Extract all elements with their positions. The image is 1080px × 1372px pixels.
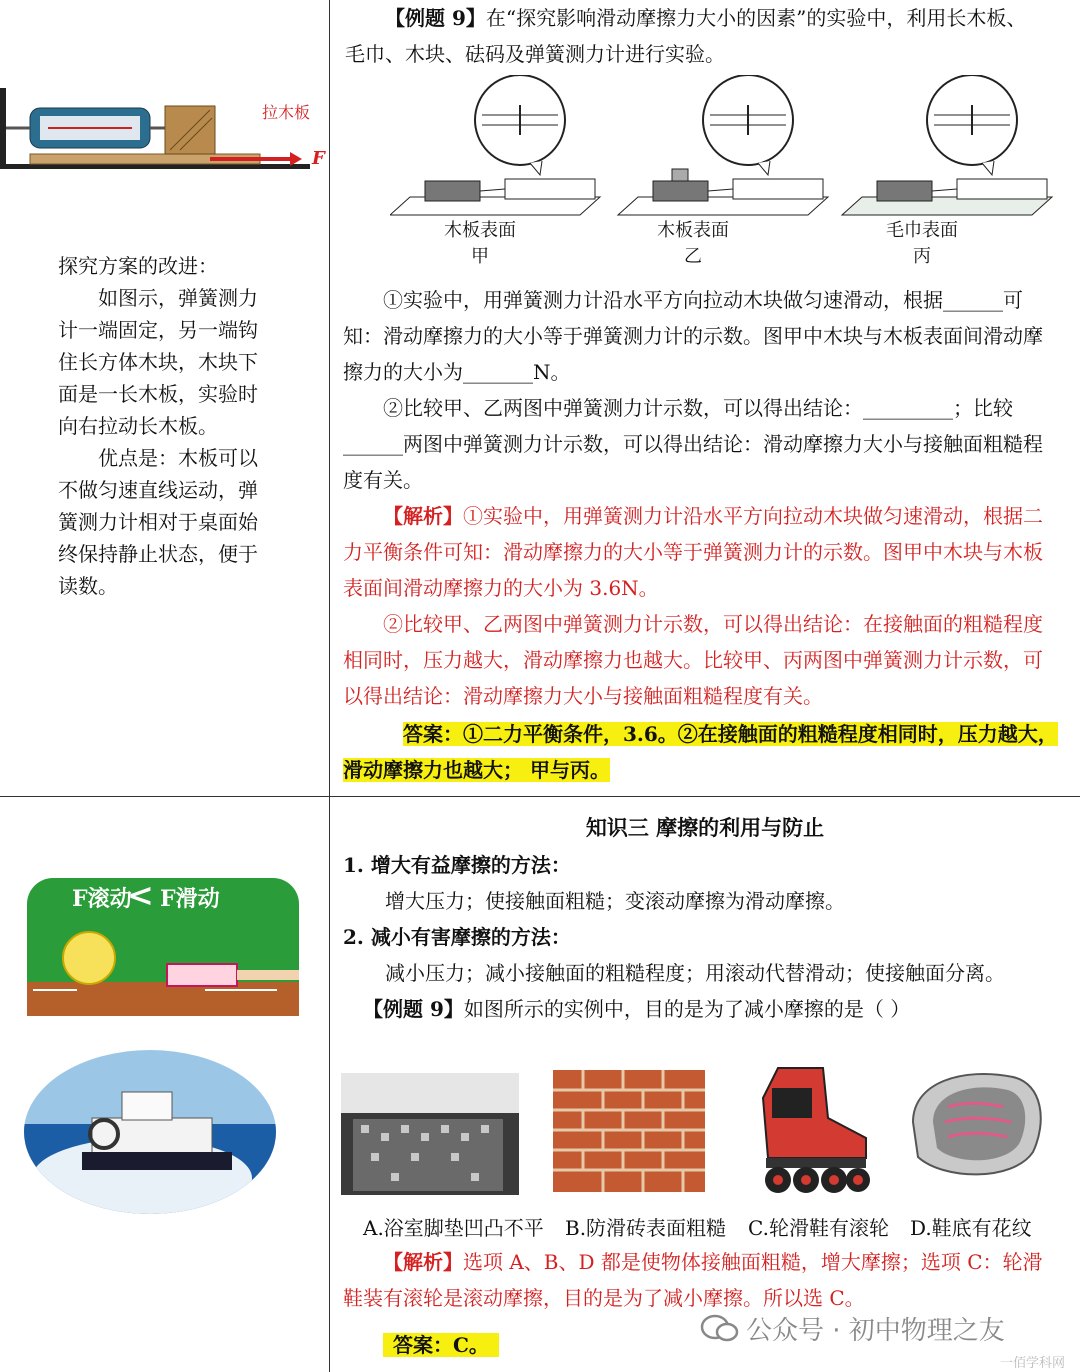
watermark-text: 公众号 · 初中物理之友: [746, 1316, 1005, 1346]
example1-intro: [345, 0, 1075, 72]
option-d-label: D.鞋底有花纹: [910, 1216, 1032, 1240]
option-a-bath-mat-photo: [341, 1073, 519, 1195]
figure-surface: 毛巾表面: [886, 220, 958, 241]
figure-yi: [618, 75, 828, 215]
answer-line: 滑动摩擦力也越大； 甲与丙。: [343, 758, 610, 782]
analysis-tag: 【解析】: [383, 504, 463, 528]
option-b-label: B.防滑砖表面粗糙: [565, 1216, 727, 1240]
example2-answer: [383, 1327, 499, 1363]
example-tag: 【例题 9】: [363, 997, 464, 1021]
improvement-line: 向右拉动长木板。: [58, 414, 218, 438]
figure-surface: 木板表面: [657, 220, 729, 241]
improvement-note: [58, 250, 318, 602]
analysis-line: 表面间滑动摩擦力的大小为 3.6N。: [343, 576, 659, 600]
analysis-line: 相同时，压力越大，滑动摩擦力也越大。比较甲、丙两图中弹簧测力计示数，可: [343, 648, 1043, 672]
option-c-label: C.轮滑鞋有滚轮: [748, 1216, 889, 1240]
example-intro-line: 在“探究影响滑动摩擦力大小的因素”的实验中，利用长木板、: [485, 6, 1027, 30]
improvement-line: 如图示，弹簧测力: [98, 286, 258, 310]
analysis-line: 力平衡条件可知：滑动摩擦力的大小等于弹簧测力计的示数。图甲中木块与木板: [343, 540, 1043, 564]
analysis-line: ①实验中，用弹簧测力计沿水平方向拉动木块做匀速滑动，根据二: [463, 504, 1043, 528]
reduce-friction-heading: 2. 减小有害摩擦的方法：: [343, 925, 571, 949]
improvement-line: 面是一长木板，实验时: [58, 382, 258, 406]
example-intro-line: 毛巾、木块、砝码及弹簧测力计进行实验。: [345, 42, 725, 66]
question-line: ①实验中，用弹簧测力计沿水平方向拉动木块做匀速滑动，根据______可: [383, 288, 1023, 312]
knowledge-title: 知识三 摩擦的利用与防止: [585, 816, 825, 840]
option-c-roller-skate-photo: [748, 1058, 873, 1196]
option-b-anti-slip-tile-photo: [553, 1070, 705, 1192]
sliding-friction-label: F滑动: [160, 886, 220, 912]
figure-bing-caption: [862, 218, 982, 270]
answer-line: 答案：C。: [383, 1333, 499, 1357]
figure-bing: [842, 75, 1052, 215]
example2-question: 如图所示的实例中，目的是为了减小摩擦的是（ ）: [463, 997, 911, 1021]
pull-board-label: 拉木板: [262, 103, 311, 122]
advantage-line: 终保持静止状态，便于: [58, 542, 258, 566]
question-line: 度有关。: [343, 468, 423, 492]
force-label: F: [312, 148, 325, 169]
experiment-figures: [390, 75, 1080, 220]
analysis-line: ②比较甲、乙两图中弹簧测力计示数，可以得出结论：在接触面的粗糙程度: [383, 612, 1043, 636]
question-line: 知：滑动摩擦力的大小等于弹簧测力计的示数。图甲中木块与木板表面间滑动摩: [343, 324, 1043, 348]
question-line: ______两图中弹簧测力计示数，可以得出结论：滑动摩擦力大小与接触面粗糙程: [343, 432, 1043, 456]
analysis-line: 以得出结论：滑动摩擦力大小与接触面粗糙程度有关。: [343, 684, 823, 708]
example1-questions: [343, 282, 1078, 714]
option-d-shoe-sole-photo: [903, 1062, 1048, 1184]
advantage-line: 优点是：木板可以: [98, 446, 258, 470]
example-tag: 【例题 9】: [385, 6, 486, 30]
question-line: ②比较甲、乙两图中弹簧测力计示数，可以得出结论：_________；比较: [383, 396, 1013, 420]
improvement-line: 住长方体木块，木块下: [58, 350, 258, 374]
column-divider: [329, 0, 330, 1372]
example2-analysis: [343, 1244, 1078, 1316]
figure-name: 丙: [913, 246, 931, 267]
advantage-line: 不做匀速直线运动，弹: [58, 478, 258, 502]
figure-name: 乙: [684, 246, 702, 267]
figure-yi-caption: [633, 218, 753, 270]
advantage-line: 读数。: [58, 574, 118, 598]
analysis-line: 选项 A、B、D 都是使物体接触面粗糙，增大摩擦；选项 C：轮滑: [463, 1250, 1043, 1274]
question-line: 擦力的大小为_______N。: [343, 360, 571, 384]
increase-friction-methods: 增大压力；使接触面粗糙；变滚动摩擦为滑动摩擦。: [385, 889, 845, 913]
figure-surface: 木板表面: [444, 220, 516, 241]
example1-answer: [343, 716, 1078, 788]
improvement-line: 计一端固定，另一端钩: [58, 318, 258, 342]
corner-watermark: 一佰学科网: [1000, 1356, 1066, 1371]
knowledge-body: [343, 847, 1078, 1027]
increase-friction-heading: 1. 增大有益摩擦的方法：: [343, 853, 571, 877]
figure-jia-caption: [420, 218, 540, 270]
rolling-friction-label: F滚动: [72, 886, 132, 912]
option-a-label: A.浴室脚垫凹凸不平: [363, 1216, 544, 1240]
row-divider: [0, 796, 1080, 797]
reduce-friction-methods: 减小压力；减小接触面的粗糙程度；用滚动代替滑动；使接触面分离。: [385, 961, 1005, 985]
answer-line: 答案：①二力平衡条件，3.6。②在接触面的粗糙程度相同时，压力越大，: [403, 722, 1058, 746]
analysis-line: 鞋装有滚轮是滚动摩擦，目的是为了减小摩擦。所以选 C。: [343, 1286, 865, 1310]
advantage-line: 簧测力计相对于桌面始: [58, 510, 258, 534]
less-than-symbol: <: [127, 876, 154, 914]
wechat-icon: [700, 1313, 740, 1343]
analysis-tag: 【解析】: [383, 1250, 463, 1274]
improvement-title: 探究方案的改进：: [58, 254, 218, 278]
figure-name: 甲: [471, 246, 489, 267]
hovercraft-photo: [22, 1048, 278, 1216]
figure-jia: [390, 75, 600, 215]
